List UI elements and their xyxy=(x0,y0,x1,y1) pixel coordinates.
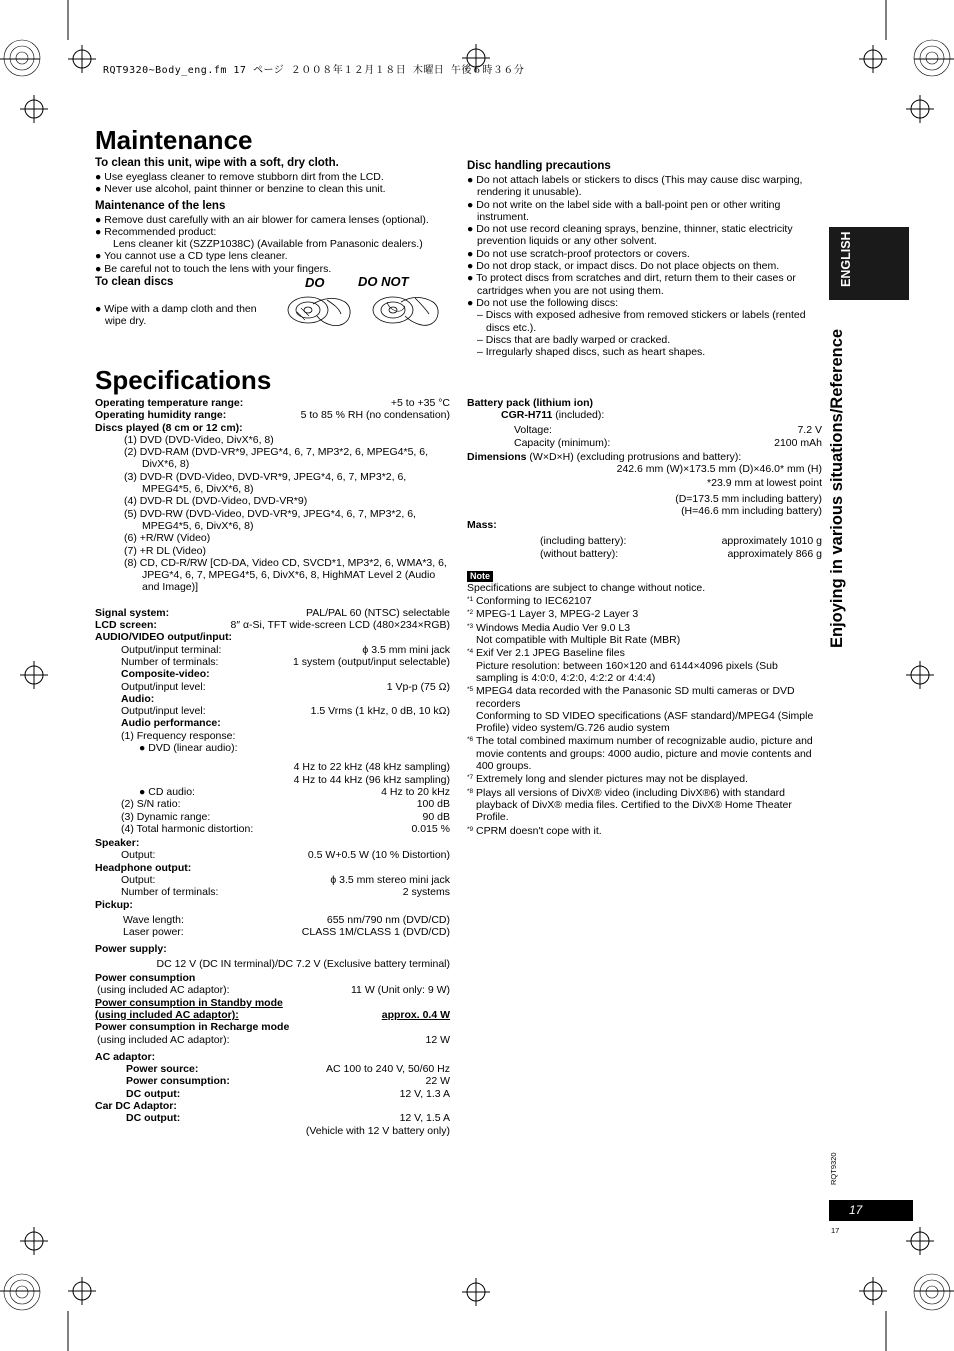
spec-label: Battery pack (lithium ion) xyxy=(467,397,594,409)
footnote-text: MPEG-1 Layer 3, MPEG-2 Layer 3 xyxy=(476,608,639,621)
list-item: ● Do not drop stack, or impact discs. Do not place objects on them. xyxy=(467,260,780,273)
footnote-mark: *8 xyxy=(467,787,474,795)
footnote-text: Exif Ver 2.1 JPEG Baseline files xyxy=(476,647,625,660)
footnote-mark: *1 xyxy=(467,596,474,604)
spec-label: Composite-video: xyxy=(121,668,210,681)
spec-row: Operating temperature range: +5 to +35 °C xyxy=(95,397,450,409)
disc-list-item: (5) DVD-RW (DVD-Video, DVD-VR*9, JPEG*4, 6, 7, MP3*2, 6, MPEG4*5, 6, DivX*6, 8) xyxy=(124,507,416,532)
spec-row: (4) Total harmonic distortion: 0.015 % xyxy=(121,822,450,835)
spec-row: Laser power: CLASS 1M/CLASS 1 (DVD/CD) xyxy=(123,926,450,939)
footnote-text: Conforming to IEC62107 xyxy=(476,595,592,608)
spec-row: (using included AC adaptor): approx. 0.4 W xyxy=(95,1008,450,1021)
list-item: ● You cannot use a CD type lens cleaner. xyxy=(95,250,288,263)
section-side-title: Enjoying in various situations/Reference xyxy=(828,328,846,648)
spec-label: Power consumption xyxy=(95,972,196,985)
disc-handling-heading: Disc handling precautions xyxy=(467,160,611,172)
footnote-text: Not compatible with Multiple Bit Rate (MBR) xyxy=(476,634,681,647)
note-row xyxy=(467,570,822,582)
footnote-text: Picture resolution: between 160×120 and 6144×4096 pixels (Sub sampling is 4:0:0, 4:2:0, 4:2:2 or 4:4:4) xyxy=(476,659,778,684)
dimensions-line: Dimensions (W×D×H) (excluding protrusions and battery): xyxy=(467,451,742,464)
do-label: DO xyxy=(305,275,325,290)
footnote xyxy=(467,824,822,837)
list-item: ● Wipe with a damp cloth and then wipe dry. xyxy=(95,303,257,328)
spec-row: ● CD audio: 4 Hz to 20 kHz xyxy=(139,785,450,798)
list-item: ● Recommended product: xyxy=(95,225,217,238)
spec-row: (including battery): approximately 1010 g xyxy=(540,534,822,547)
document-code: RQT9320 xyxy=(829,1152,838,1185)
spec-label: Discs played (8 cm or 12 cm): xyxy=(95,421,243,434)
footnote-mark: *7 xyxy=(467,774,474,782)
spec-label: ● DVD (linear audio): xyxy=(139,742,238,755)
spec-label: Power consumption in Recharge mode xyxy=(95,1021,290,1034)
footnote-mark: *3 xyxy=(467,622,474,630)
spec-label: AC adaptor: xyxy=(95,1050,156,1063)
spec-row: DC output: 12 V, 1.5 A xyxy=(126,1112,450,1125)
footnote-text: The total combined maximum number of recognizable audio, picture and movie contents and groups: 4000 audio, picture and movie contents and 400 groups. xyxy=(476,735,813,773)
footnote-mark: *5 xyxy=(467,686,474,694)
footnotes-list xyxy=(467,594,822,837)
footnote xyxy=(467,634,822,646)
footnote xyxy=(467,594,822,607)
spec-label: Power consumption in Standby mode xyxy=(95,996,283,1009)
footnote-text: CPRM doesn't cope with it. xyxy=(476,824,602,837)
list-item: – Irregularly shaped discs, such as heart shapes. xyxy=(477,346,706,359)
spec-row: Wave length: 655 nm/790 nm (DVD/CD) xyxy=(123,913,450,926)
language-tab xyxy=(829,227,909,300)
list-item: ● Use eyeglass cleaner to remove stubborn dirt from the LCD. xyxy=(95,171,384,183)
spec-label: Speaker: xyxy=(95,837,140,850)
list-item: ● Be careful not to touch the lens with your fingers. xyxy=(95,262,332,275)
spec-label: Power supply: xyxy=(95,943,167,956)
footnote-mark: *2 xyxy=(467,609,474,617)
list-item: – Discs with exposed adhesive from removed stickers or labels (rented discs etc.). xyxy=(477,309,806,334)
spec-row: (2) S/N ratio: 100 dB xyxy=(121,798,450,811)
spec-row: Output/input level: 1.5 Vrms (1 kHz, 0 dB, 10 kΩ) xyxy=(121,705,450,718)
footnote xyxy=(467,734,822,772)
clean-discs-heading: To clean discs xyxy=(95,276,174,289)
page-number: 17 xyxy=(849,1203,863,1217)
spec-row: (without battery): approximately 866 g xyxy=(540,548,822,561)
page-number-small: 17 xyxy=(831,1226,840,1235)
disc-wiping-illustration xyxy=(283,290,448,330)
footnote xyxy=(467,621,822,634)
spec-label: Headphone output: xyxy=(95,861,192,874)
disc-list-item: (2) DVD-RAM (DVD-VR*9, JPEG*4, 6, 7, MP3*2, 6, MPEG4*5, 6, DivX*6, 8) xyxy=(124,446,429,471)
spec-value: (Vehicle with 12 V battery only) xyxy=(305,1124,450,1137)
list-item: ● Remove dust carefully with an air blower for camera lenses (optional). xyxy=(95,213,429,226)
do-not-label: DO NOT xyxy=(358,274,409,289)
list-item: ● Do not use record cleaning sprays, benzine, thinner, static electricity prevention liquids or any other solvent. xyxy=(467,223,793,248)
disc-list-item: (3) DVD-R (DVD-Video, DVD-VR*9, JPEG*4, 6, 7, MP3*2, 6, MPEG4*5, 6, DivX*6, 8) xyxy=(124,470,407,496)
list-item: ● Never use alcohol, paint thinner or benzine to clean this unit. xyxy=(95,183,386,196)
language-tab-label: ENGLISH xyxy=(839,231,853,287)
spec-value: (H=46.6 mm including battery) xyxy=(681,505,822,518)
footnote-text: Windows Media Audio Ver 9.0 L3 xyxy=(476,621,631,634)
spec-row: Output/input terminal: ϕ 3.5 mm mini jack xyxy=(121,643,450,656)
footnote xyxy=(467,710,822,735)
spec-row: Output: 0.5 W+0.5 W (10 % Distortion) xyxy=(121,849,450,862)
spec-value: DC 12 V (DC IN terminal)/DC 7.2 V (Exclusive battery terminal) xyxy=(156,957,450,970)
footnote xyxy=(467,660,822,685)
spec-row: (using included AC adaptor): 12 W xyxy=(97,1033,450,1046)
note-text: Specifications are subject to change without notice. xyxy=(467,581,706,594)
clean-unit-heading: To clean this unit, wipe with a soft, dry cloth. xyxy=(95,157,339,169)
spec-label: AUDIO/VIDEO output/input: xyxy=(95,631,233,644)
list-item: – Discs that are badly warped or cracked. xyxy=(477,333,671,346)
maintenance-title: Maintenance xyxy=(95,125,253,155)
spec-row: Capacity (minimum): 2100 mAh xyxy=(514,436,822,449)
page-number-box xyxy=(829,1200,913,1221)
disc-list-item: (4) DVD-R DL (DVD-Video, DVD-VR*9) xyxy=(124,495,308,508)
spec-row: DC output: 12 V, 1.3 A xyxy=(126,1087,450,1100)
spec-value: 4 Hz to 44 kHz (96 kHz sampling) xyxy=(293,773,450,786)
specifications-title: Specifications xyxy=(95,365,272,395)
disc-list-item: (7) +R DL (Video) xyxy=(124,544,206,557)
specs-right-column xyxy=(467,397,822,837)
spec-row: Power source: AC 100 to 240 V, 50/60 Hz xyxy=(126,1063,450,1076)
spec-value: 242.6 mm (W)×173.5 mm (D)×46.0* mm (H) xyxy=(616,463,822,476)
list-item: ● Do not write on the label side with a ball-point pen or other writing instrument. xyxy=(467,198,781,223)
specs-left-column xyxy=(95,397,450,1137)
list-item: ● Do not use the following discs: xyxy=(467,296,619,309)
spec-value: (D=173.5 mm including battery) xyxy=(675,493,822,506)
note-badge: Note xyxy=(467,571,493,582)
lens-heading: Maintenance of the lens xyxy=(95,199,226,212)
spec-row: Operating humidity range: 5 to 85 % RH (no condensation) xyxy=(95,409,450,422)
footnote-mark: *9 xyxy=(467,825,474,833)
footnote-text: Extremely long and slender pictures may not be displayed. xyxy=(476,773,748,786)
spec-value: *23.9 mm at lowest point xyxy=(707,476,822,489)
spec-row: (using included AC adaptor): 11 W (Unit only: 9 W) xyxy=(97,984,450,997)
footnote-mark: *4 xyxy=(467,648,474,656)
battery-model-line: CGR-H711 (included): xyxy=(501,409,605,422)
footnote-text: Plays all versions of DivX® video (including DivX®6) with standard playback of DivX® media files. Certified to the DivX® Home Theater Profile. xyxy=(476,786,792,824)
spec-label: (1) Frequency response: xyxy=(121,729,236,742)
lens-product-line: Lens cleaner kit (SZZP1038C) (Available from Panasonic dealers.) xyxy=(113,238,423,251)
disc-list-item: (1) DVD (DVD-Video, DivX*6, 8) xyxy=(124,433,274,446)
disc-list-item: (8) CD, CD-R/RW [CD-DA, Video CD, SVCD*1, MP3*2, 6, WMA*3, 6, JPEG*4, 6, 7, MPEG4*5, 6, DivX*6, 8, HighMAT Level 2 (Audio and Image)] xyxy=(124,556,447,594)
footnote xyxy=(467,772,822,785)
footnote-text: Conforming to SD VIDEO specifications (ASF standard)/MPEG4 (Simple Profile) video system/G.726 audio system xyxy=(476,709,814,735)
spec-row: Number of terminals: 2 systems xyxy=(121,886,450,899)
spec-label: Audio performance: xyxy=(121,717,221,730)
spec-row: Output/input level: 1 Vp-p (75 Ω) xyxy=(121,680,450,693)
footnote xyxy=(467,607,822,620)
footnote-text: MPEG4 data recorded with the Panasonic SD multi cameras or DVD recorders xyxy=(476,685,795,710)
list-item: ● To protect discs from scratches and dirt, return them to their cases or cartridges when you are not using them. xyxy=(467,272,796,297)
file-header-line: RQT9320~Body_eng.fm 17 ページ ２００８年１２月１８日 木曜日 午後６時３６分 xyxy=(103,65,525,76)
spec-row: Signal system: PAL/PAL 60 (NTSC) selectable xyxy=(95,606,450,619)
list-item: ● Do not attach labels or stickers to discs (This may cause disc warping, rendering it unusable). xyxy=(467,174,803,199)
list-item: ● Do not use scratch-proof protectors or covers. xyxy=(467,247,690,260)
disc-list-item: (6) +R/RW (Video) xyxy=(124,532,211,545)
spec-label: Audio: xyxy=(121,692,155,705)
footnote-mark: *6 xyxy=(467,736,474,744)
footnote xyxy=(467,786,822,824)
spec-row: Number of terminals: 1 system (output/input selectable) xyxy=(121,655,450,668)
spec-row: Voltage: 7.2 V xyxy=(514,423,822,436)
footnote xyxy=(467,646,822,659)
spec-row: LCD screen: 8″ α-Si, TFT wide-screen LCD (480×234×RGB) xyxy=(95,619,450,632)
spec-row: Power consumption: 22 W xyxy=(126,1075,450,1088)
disc-handling-section xyxy=(467,159,822,358)
footnote xyxy=(467,684,822,710)
spec-row: (3) Dynamic range: 90 dB xyxy=(121,810,450,823)
spec-row: Output: ϕ 3.5 mm stereo mini jack xyxy=(121,873,450,886)
spec-value: 4 Hz to 22 kHz (48 kHz sampling) xyxy=(293,761,450,774)
spec-label: Pickup: xyxy=(95,898,133,911)
spec-label: Mass: xyxy=(467,518,497,531)
spec-label: Car DC Adaptor: xyxy=(95,1100,177,1113)
